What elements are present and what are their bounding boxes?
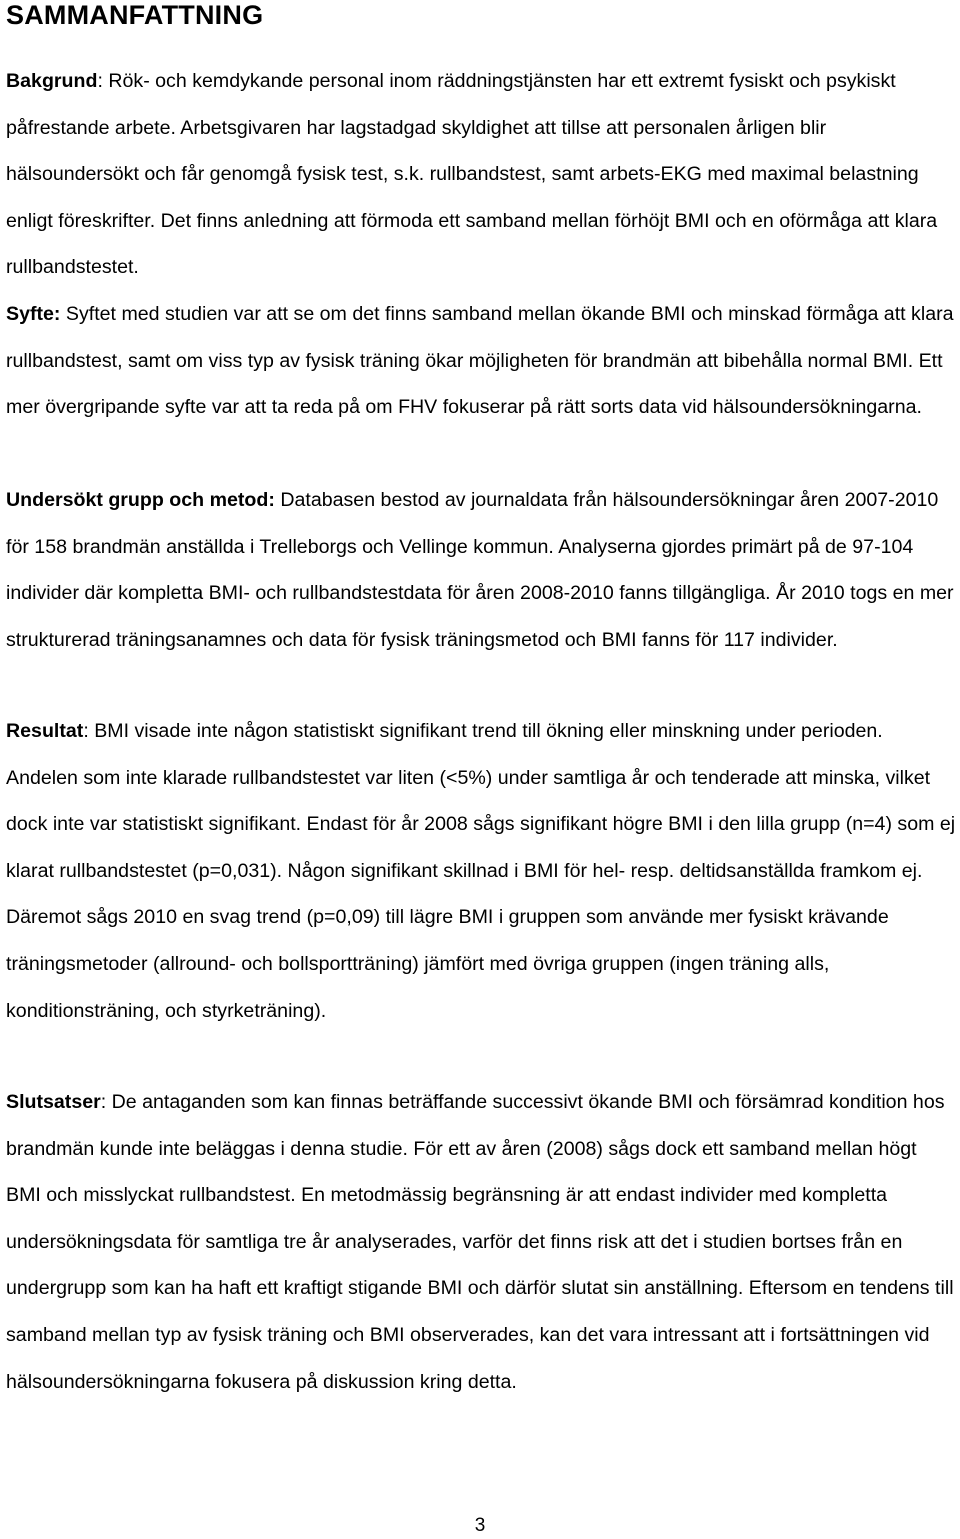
document-page — [6, 0, 956, 1393]
section-separator: : — [100, 1091, 112, 1113]
section-text-slutsatser: De antaganden som kan finnas beträffande successivt ökande BMI och försämrad kondition hos brandmän kunde inte beläggas i denna studie. För ett av åren (2008) sågs dock ett samband mellan högt BMI och misslyckat rullbandstest. En metodmässig begränsning är att endast individer med kompletta undersökningsdata för samtliga tre år analyserades, varför det finns risk att det i studien bortses från en undergrupp som kan ha haft ett kraftigt stigande BMI och därför slutat sin anställning. Eftersom en tendens till samband mellan typ av fysisk träning och BMI observerades, kan det vara intressant att i fortsättningen vid hälsoundersökningarna fokusera på diskussion kring detta. — [6, 1091, 954, 1393]
section-label-syfte: Syfte: — [6, 303, 61, 325]
section-slutsatser — [6, 1079, 956, 1405]
section-text-metod: Databasen bestod av journaldata från hälsoundersökningar åren 2007-2010 för 158 brandmän anställda i Trelleborgs och Vellinge kommun. Analyserna gjordes primärt på de 97-104 individer där kompletta BMI- och rullbandstestdata för åren 2008-2010 fanns tillgängliga. År 2010 togs en mer strukturerad träningsanamnes och data för fysisk träningsmetod och BMI fanns för 117 individer. — [6, 489, 954, 651]
section-separator: : — [97, 70, 109, 92]
section-metod — [6, 477, 956, 663]
section-resultat — [6, 708, 956, 1034]
section-text-resultat: BMI visade inte någon statistiskt signifikant trend till ökning eller minskning under perioden. Andelen som inte klarade rullbandstestet var liten (<5%) under samtliga år och tenderade att minska, vilket dock inte var statistiskt signifikant. Endast för år 2008 sågs signifikant högre BMI i den lilla grupp (n=4) som ej klarat rullbandstestet (p=0,031). Någon signifikant skillnad i BMI för hel- resp. deltidsanställda framkom ej. Däremot sågs 2010 en svag trend (p=0,09) till lägre BMI i gruppen som använde mer fysiskt krävande träningsmetoder (allround- och bollsportträning) jämfört med övriga gruppen (ingen träning alls, konditionsträning, och styrketräning). — [6, 720, 956, 1022]
section-text-syfte: Syftet med studien var att se om det finns samband mellan ökande BMI och minskad förmåga att klara rullbandstest, samt om viss typ av fysisk träning ökar möjligheten för brandmän att bibehålla normal BMI. Ett mer övergripande syfte var att ta reda på om FHV fokuserar på rätt sorts data vid hälsoundersökningarna. — [6, 303, 954, 419]
section-separator: : — [83, 720, 95, 742]
section-label-resultat: Resultat — [6, 720, 84, 742]
section-syfte — [6, 291, 956, 431]
section-bakgrund — [6, 58, 956, 291]
page-number: 3 — [474, 1515, 486, 1536]
section-label-metod: Undersökt grupp och metod: — [6, 489, 275, 511]
section-label-slutsatser: Slutsatser — [6, 1091, 101, 1113]
section-label-bakgrund: Bakgrund — [6, 70, 98, 92]
page-title: SAMMANFATTNING — [6, 0, 264, 30]
section-text-bakgrund: Rök- och kemdykande personal inom räddningstjänsten har ett extremt fysiskt och psykiskt påfrestande arbete. Arbetsgivaren har lagstadgad skyldighet att tillse att personalen årligen blir hälsoundersökt och får genomgå fysisk test, s.k. rullbandstest, samt arbets-EKG med maximal belastning enligt föreskrifter. Det finns anledning att förmoda ett samband mellan förhöjt BMI och en oförmåga att klara rullbandstestet. — [6, 70, 938, 279]
